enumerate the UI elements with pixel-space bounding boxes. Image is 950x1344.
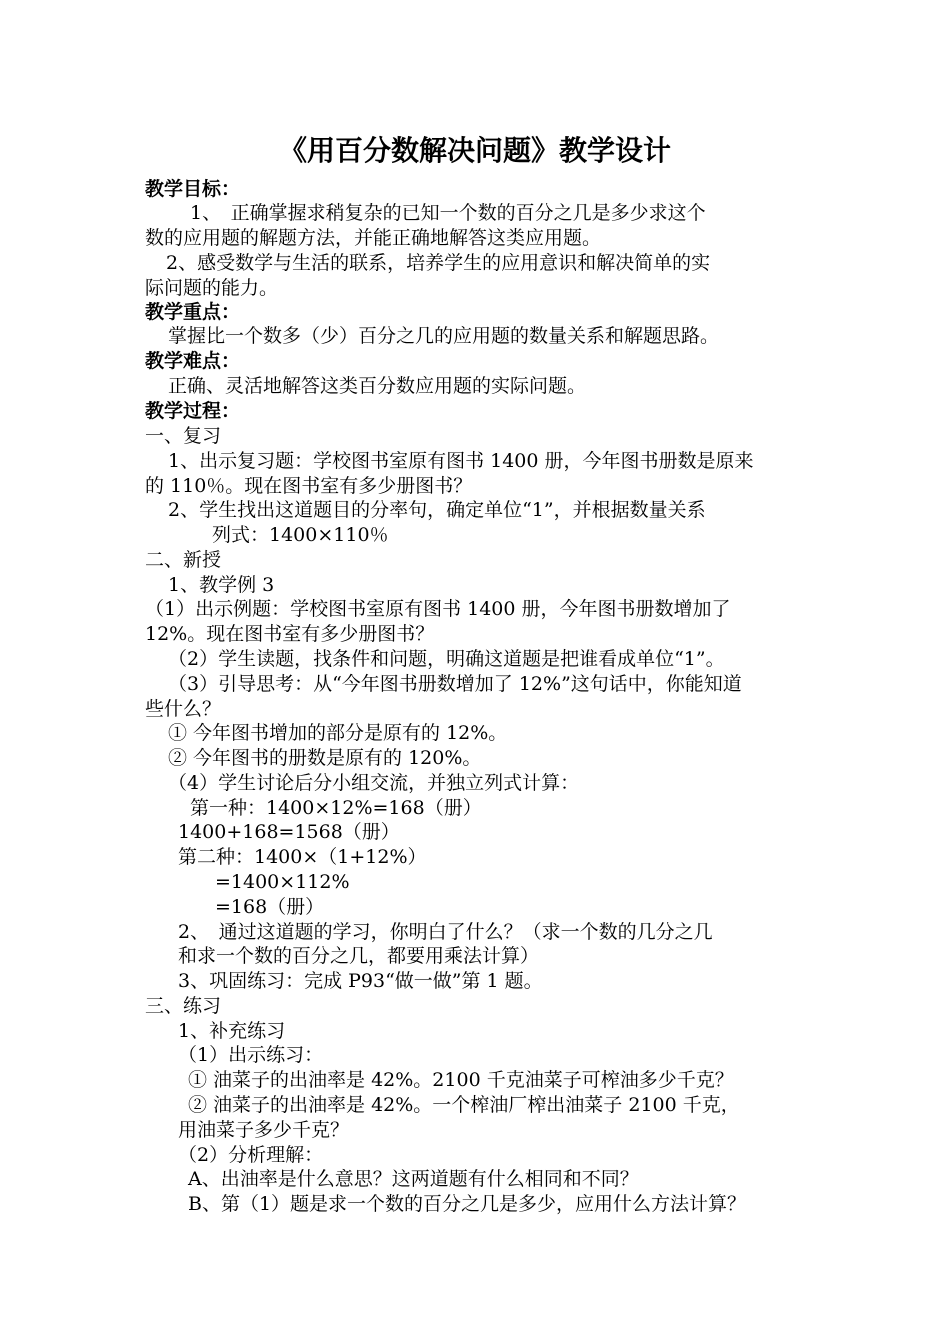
text-line: B、第（1）题是求一个数的百分之几是多少，应用什么方法计算？ — [188, 1193, 747, 1215]
text-line: 2、 通过这道题的学习，你明白了什么？（求一个数的几分之几 — [178, 921, 713, 943]
text-line: 1、 正确掌握求稍复杂的已知一个数的百分之几是多少求这个 — [190, 202, 706, 224]
text-line: 1、出示复习题：学校图书室原有图书 1400 册，今年图书册数是原来 — [168, 450, 754, 472]
text-line: 和求一个数的百分之几，都要用乘法计算） — [178, 945, 540, 967]
text-line: 第一种：1400×12%=168（册） — [190, 797, 482, 819]
heading-objectives: 教学目标： — [145, 178, 241, 200]
text-line: ① 油菜子的出油率是 42%。2100 千克油菜子可榨油多少千克？ — [188, 1069, 734, 1091]
heading-difficulties: 教学难点： — [145, 350, 241, 372]
text-line: 2、感受数学与生活的联系，培养学生的应用意识和解决简单的实 — [166, 252, 711, 274]
document-title: 《用百分数解决问题》教学设计 — [278, 134, 671, 167]
text-line: =1400×112% — [215, 871, 350, 893]
text-line: 1、教学例 3 — [168, 574, 275, 596]
heading-process: 教学过程： — [145, 400, 241, 422]
text-line: 些什么？ — [145, 698, 222, 720]
text-line: （1）出示练习： — [178, 1044, 324, 1066]
text-line: 数的应用题的解题方法，并能正确地解答这类应用题。 — [145, 227, 602, 249]
section-practice: 三、练习 — [145, 995, 222, 1017]
text-line: （2）分析理解： — [178, 1144, 324, 1166]
section-review: 一、复习 — [145, 425, 222, 447]
text-line: ② 今年图书的册数是原有的 120%。 — [168, 747, 482, 769]
text-line: =168（册） — [215, 896, 325, 918]
text-line: （1）出示例题：学校图书室原有图书 1400 册，今年图书册数增加了 — [145, 598, 731, 620]
text-line: 12%。现在图书室有多少册图书？ — [145, 623, 435, 645]
text-line: ① 今年图书增加的部分是原有的 12%。 — [168, 722, 508, 744]
text-line: ② 油菜子的出油率是 42%。一个榨油厂榨出油菜子 2100 千克， — [188, 1094, 740, 1116]
text-line: 的 110％。现在图书室有多少册图书？ — [145, 475, 473, 497]
text-line: （4）学生讨论后分小组交流，并独立列式计算： — [168, 772, 580, 794]
section-new-lesson: 二、新授 — [145, 549, 222, 571]
text-line: 第二种：1400×（1+12%） — [178, 846, 427, 868]
text-line: A、出油率是什么意思？这两道题有什么相同和不同？ — [188, 1168, 639, 1190]
text-line: （3）引导思考：从“今年图书册数增加了 12%”这句话中，你能知道 — [168, 673, 742, 695]
text-line: 2、学生找出这道题目的分率句，确定单位“1”，并根据数量关系 — [168, 499, 706, 521]
text-line: 3、巩固练习：完成 P93“做一做”第 1 题。 — [178, 970, 543, 992]
text-line: 1400+168=1568（册） — [178, 821, 400, 843]
text-line: 际问题的能力。 — [145, 277, 279, 299]
text-line: （2）学生读题，找条件和问题，明确这道题是把谁看成单位“1”。 — [168, 648, 725, 670]
text-line: 列式：1400×110％ — [212, 524, 389, 546]
text-line: 正确、灵活地解答这类百分数应用题的实际问题。 — [168, 375, 587, 397]
text-line: 1、补充练习 — [178, 1020, 286, 1042]
heading-key-points: 教学重点： — [145, 301, 241, 323]
text-line: 用油菜子多少千克？ — [178, 1119, 350, 1141]
text-line: 掌握比一个数多（少）百分之几的应用题的数量关系和解题思路。 — [168, 325, 720, 347]
